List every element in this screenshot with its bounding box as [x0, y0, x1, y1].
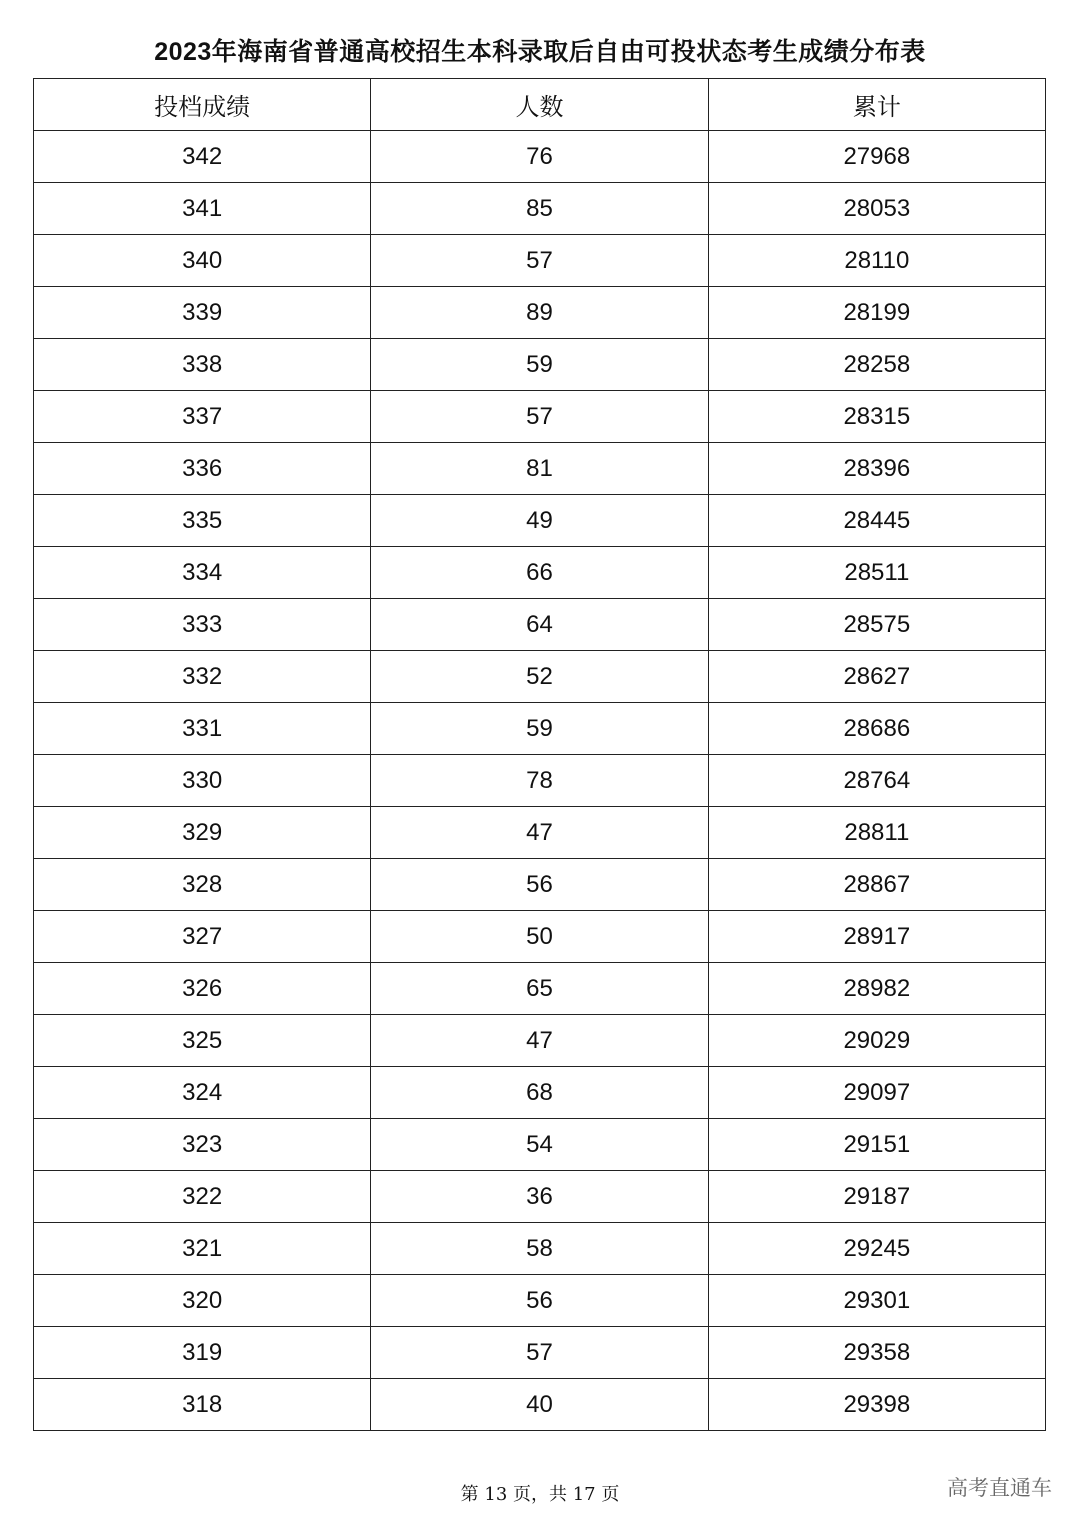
cumulative-cell: 28511 — [708, 547, 1045, 599]
count-cell: 52 — [371, 651, 708, 703]
score-cell: 329 — [34, 807, 371, 859]
score-distribution-table — [33, 78, 1046, 1431]
watermark-text: 高考直通车 — [947, 1476, 1052, 1500]
score-cell: 332 — [34, 651, 371, 703]
table-row — [34, 651, 1046, 703]
table-row — [34, 1275, 1046, 1327]
count-cell: 47 — [371, 807, 708, 859]
score-cell: 336 — [34, 443, 371, 495]
cumulative-cell: 29151 — [708, 1119, 1045, 1171]
table-row — [34, 339, 1046, 391]
table-row — [34, 443, 1046, 495]
cumulative-cell: 28867 — [708, 859, 1045, 911]
score-cell: 327 — [34, 911, 371, 963]
score-cell: 326 — [34, 963, 371, 1015]
table-row — [34, 1223, 1046, 1275]
count-cell: 68 — [371, 1067, 708, 1119]
cumulative-cell: 29187 — [708, 1171, 1045, 1223]
cumulative-cell: 29029 — [708, 1015, 1045, 1067]
count-cell: 56 — [371, 1275, 708, 1327]
table-row — [34, 1327, 1046, 1379]
table-row — [34, 703, 1046, 755]
page-title: 2023年海南省普通高校招生本科录取后自由可投状态考生成绩分布表 — [154, 38, 926, 66]
table-row — [34, 131, 1046, 183]
count-cell: 78 — [371, 755, 708, 807]
column-header-cumulative: 累计 — [708, 79, 1045, 131]
cumulative-cell: 28110 — [708, 235, 1045, 287]
cumulative-cell: 29301 — [708, 1275, 1045, 1327]
table-row — [34, 1119, 1046, 1171]
count-cell: 76 — [371, 131, 708, 183]
table-row — [34, 391, 1046, 443]
count-cell: 59 — [371, 339, 708, 391]
score-cell: 335 — [34, 495, 371, 547]
count-cell: 49 — [371, 495, 708, 547]
cumulative-cell: 28445 — [708, 495, 1045, 547]
score-cell: 333 — [34, 599, 371, 651]
count-cell: 54 — [371, 1119, 708, 1171]
table-row — [34, 859, 1046, 911]
cumulative-cell: 28315 — [708, 391, 1045, 443]
count-cell: 40 — [371, 1379, 708, 1431]
cumulative-cell: 28811 — [708, 807, 1045, 859]
cumulative-cell: 28686 — [708, 703, 1045, 755]
count-cell: 59 — [371, 703, 708, 755]
column-header-count: 人数 — [371, 79, 708, 131]
score-cell: 328 — [34, 859, 371, 911]
cumulative-cell: 28396 — [708, 443, 1045, 495]
score-cell: 334 — [34, 547, 371, 599]
table-row — [34, 911, 1046, 963]
table-row — [34, 599, 1046, 651]
cumulative-cell: 28053 — [708, 183, 1045, 235]
cumulative-cell: 29245 — [708, 1223, 1045, 1275]
table-row — [34, 963, 1046, 1015]
cumulative-cell: 28627 — [708, 651, 1045, 703]
score-cell: 338 — [34, 339, 371, 391]
count-cell: 56 — [371, 859, 708, 911]
cumulative-cell: 29358 — [708, 1327, 1045, 1379]
cumulative-cell: 28917 — [708, 911, 1045, 963]
table-row — [34, 807, 1046, 859]
count-cell: 47 — [371, 1015, 708, 1067]
score-cell: 325 — [34, 1015, 371, 1067]
count-cell: 81 — [371, 443, 708, 495]
score-cell: 330 — [34, 755, 371, 807]
count-cell: 36 — [371, 1171, 708, 1223]
score-cell: 318 — [34, 1379, 371, 1431]
table-row — [34, 547, 1046, 599]
table-row — [34, 235, 1046, 287]
table-row — [34, 755, 1046, 807]
count-cell: 85 — [371, 183, 708, 235]
table-row — [34, 495, 1046, 547]
count-cell: 57 — [371, 235, 708, 287]
score-cell: 321 — [34, 1223, 371, 1275]
score-cell: 331 — [34, 703, 371, 755]
score-cell: 324 — [34, 1067, 371, 1119]
score-cell: 341 — [34, 183, 371, 235]
score-cell: 319 — [34, 1327, 371, 1379]
cumulative-cell: 28258 — [708, 339, 1045, 391]
count-cell: 66 — [371, 547, 708, 599]
table-row — [34, 183, 1046, 235]
cumulative-cell: 28199 — [708, 287, 1045, 339]
score-cell: 340 — [34, 235, 371, 287]
score-cell: 337 — [34, 391, 371, 443]
count-cell: 57 — [371, 1327, 708, 1379]
cumulative-cell: 29097 — [708, 1067, 1045, 1119]
score-cell: 320 — [34, 1275, 371, 1327]
cumulative-cell: 28764 — [708, 755, 1045, 807]
cumulative-cell: 27968 — [708, 131, 1045, 183]
cumulative-cell: 28575 — [708, 599, 1045, 651]
cumulative-cell: 29398 — [708, 1379, 1045, 1431]
table-row — [34, 1015, 1046, 1067]
count-cell: 50 — [371, 911, 708, 963]
score-cell: 323 — [34, 1119, 371, 1171]
page-number: 第 13 页，共 17 页 — [460, 1484, 620, 1505]
count-cell: 58 — [371, 1223, 708, 1275]
count-cell: 64 — [371, 599, 708, 651]
cumulative-cell: 28982 — [708, 963, 1045, 1015]
table-row — [34, 1379, 1046, 1431]
table-row — [34, 1171, 1046, 1223]
score-cell: 322 — [34, 1171, 371, 1223]
count-cell: 57 — [371, 391, 708, 443]
table-body — [34, 131, 1046, 1431]
column-header-score: 投档成绩 — [34, 79, 371, 131]
table-header-row — [34, 79, 1046, 131]
table-row — [34, 287, 1046, 339]
table-row — [34, 1067, 1046, 1119]
count-cell: 65 — [371, 963, 708, 1015]
count-cell: 89 — [371, 287, 708, 339]
score-cell: 342 — [34, 131, 371, 183]
score-cell: 339 — [34, 287, 371, 339]
